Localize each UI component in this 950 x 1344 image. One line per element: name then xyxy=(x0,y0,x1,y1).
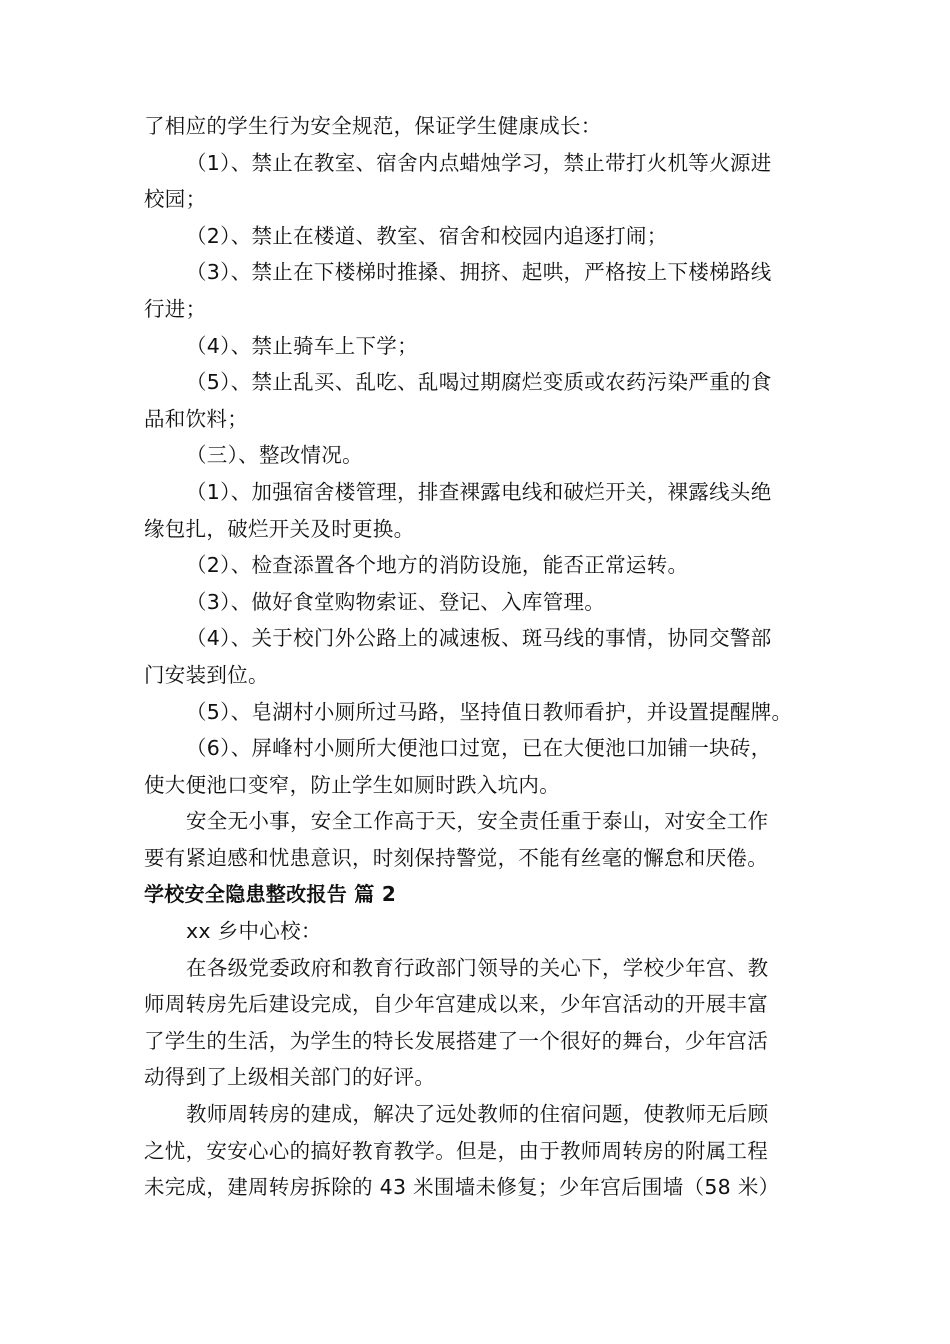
paragraph-line: （5）、皂湖村小厕所过马路，坚持值日教师看护，并设置提醒牌。 xyxy=(186,699,793,724)
paragraph-line: 行进； xyxy=(144,296,207,321)
paragraph-line: 缘包扎，破烂开关及时更换。 xyxy=(144,516,415,541)
paragraph-line: （5）、禁止乱买、乱吃、乱喝过期腐烂变质或农药污染严重的食 xyxy=(186,370,772,395)
paragraph-line: xx 乡中心校： xyxy=(186,919,322,944)
paragraph-line: （1）、加强宿舍楼管理，排查裸露电线和破烂开关，裸露线头绝 xyxy=(186,479,772,504)
paragraph-line: 校园； xyxy=(144,187,207,212)
paragraph-line: （4）、关于校门外公路上的减速板、斑马线的事情，协同交警部 xyxy=(186,626,772,651)
paragraph-line: （3）、做好食堂购物索证、登记、入库管理。 xyxy=(186,589,606,614)
paragraph-line: （4）、禁止骑车上下学； xyxy=(186,333,418,358)
paragraph-line: 未完成，建周转房拆除的 43 米围墙未修复；少年宫后围墙（58 米） xyxy=(144,1175,780,1200)
paragraph-line: （2）、检查添置各个地方的消防设施，能否正常运转。 xyxy=(186,553,689,578)
paragraph-line: 动得到了上级相关部门的好评。 xyxy=(144,1065,436,1090)
paragraph-line: （2）、禁止在楼道、教室、宿舍和校园内追逐打闹； xyxy=(186,223,668,248)
paragraph-line: 安全无小事，安全工作高于天，安全责任重于泰山，对安全工作 xyxy=(186,809,769,834)
paragraph-line: 门安装到位。 xyxy=(144,662,269,687)
paragraph-line: 师周转房先后建设完成，自少年宫建成以来，少年宫活动的开展丰富 xyxy=(144,992,768,1017)
paragraph-line: （三）、整改情况。 xyxy=(186,443,363,468)
paragraph-line: （3）、禁止在下楼梯时推搡、拥挤、起哄，严格按上下楼梯路线 xyxy=(186,260,772,285)
paragraph-line: 了学生的生活，为学生的特长发展搭建了一个很好的舞台，少年宫活 xyxy=(144,1028,768,1053)
document-page xyxy=(144,108,810,1206)
paragraph-line: 使大便池口变窄，防止学生如厕时跌入坑内。 xyxy=(144,772,560,797)
paragraph-line: 之忧，安安心心的搞好教育教学。但是，由于教师周转房的附属工程 xyxy=(144,1138,768,1163)
paragraph-line: 要有紧迫感和忧患意识，时刻保持警觉，不能有丝毫的懈怠和厌倦。 xyxy=(144,845,768,870)
paragraph-line: 教师周转房的建成，解决了远处教师的住宿问题，使教师无后顾 xyxy=(186,1102,769,1127)
paragraph-line: 在各级党委政府和教育行政部门领导的关心下，学校少年宫、教 xyxy=(186,955,769,980)
paragraph-line: 品和饮料； xyxy=(144,406,248,431)
paragraph-line: 了相应的学生行为安全规范，保证学生健康成长： xyxy=(144,114,602,138)
section-heading: 学校安全隐患整改报告 篇 2 xyxy=(144,882,397,907)
paragraph-line: （6）、屏峰村小厕所大便池口过宽，已在大便池口加铺一块砖， xyxy=(186,736,772,761)
paragraph-line: （1）、禁止在教室、宿舍内点蜡烛学习，禁止带打火机等火源进 xyxy=(186,150,772,175)
